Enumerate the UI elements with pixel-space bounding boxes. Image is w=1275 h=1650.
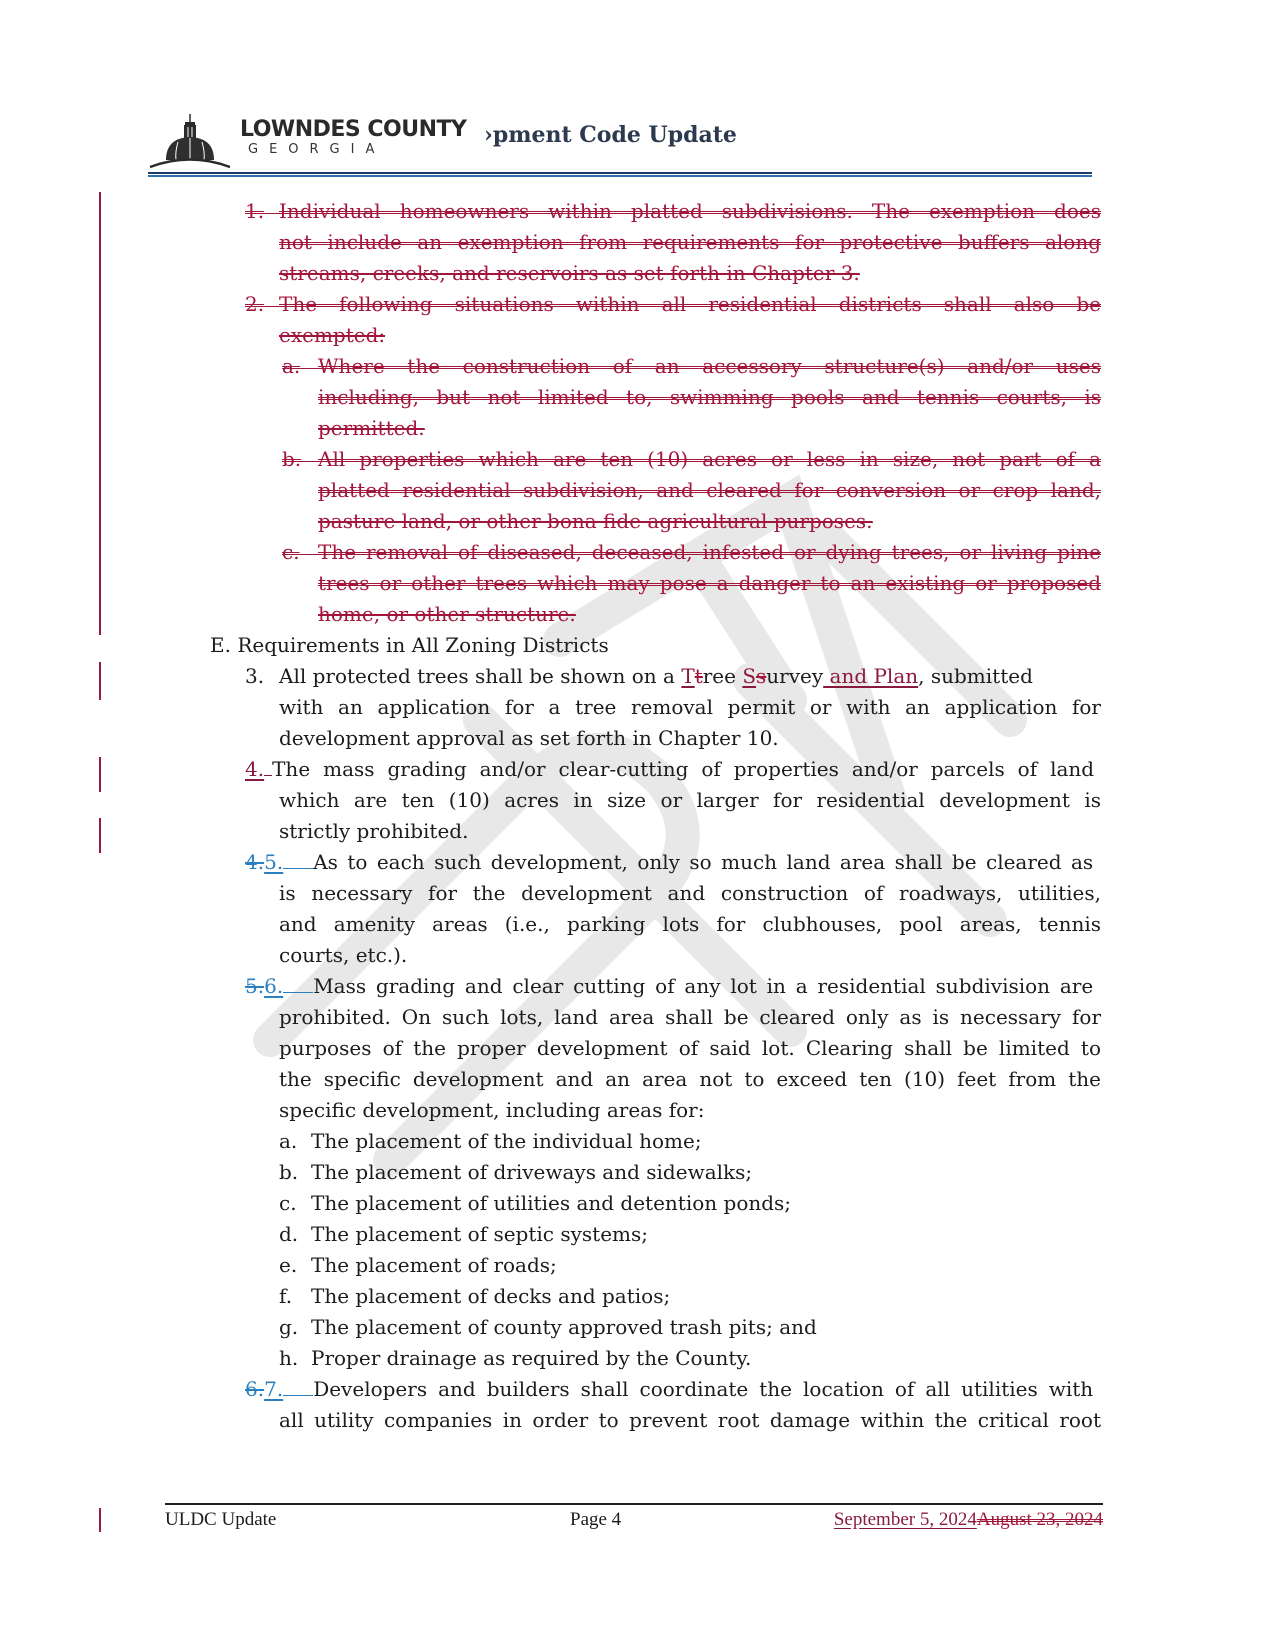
footer-date-inserted: September 5, 2024 xyxy=(833,1509,977,1530)
header-double-rule xyxy=(148,172,1092,177)
footer-document-name: ULDC Update xyxy=(165,1509,277,1530)
footer-date xyxy=(834,1509,1103,1531)
item-4-line: strictly prohibited. xyxy=(279,819,469,843)
deleted-subitem-b-line: b. All properties which are ten (10) acres or less in size, not part of a xyxy=(282,444,1101,475)
document-title: ›pment Code Update xyxy=(484,122,737,148)
deleted-item-1-line: streams, creeks, and reservoirs as set forth in Chapter 3. xyxy=(279,261,860,285)
item-3-line: with an application for a tree removal permit or with an application for xyxy=(279,695,1101,719)
deleted-item-1-line: not include an exemption from requirements for protective buffers along xyxy=(279,227,1101,258)
page-header xyxy=(148,108,1098,178)
capitol-dome-icon xyxy=(148,112,232,168)
deleted-subitem-a-line: including, but not limited to, swimming pools and tennis courts, is xyxy=(318,382,1101,413)
item-4-line: 4. The mass grading and/or clear-cutting of properties and/or parcels of land xyxy=(245,757,1095,781)
change-bar xyxy=(99,1508,101,1532)
item-5-line: and amenity areas (i.e., parking lots for clubhouses, pool areas, tennis xyxy=(279,912,1101,936)
item-6-line: purposes of the proper development of said lot. Clearing shall be limited to xyxy=(279,1036,1101,1060)
item-5-line: is necessary for the development and construction of roadways, utilities, xyxy=(279,881,1101,905)
deleted-subitem-b-line: platted residential subdivision, and cleared for conversion or crop land, xyxy=(318,475,1101,506)
item-6-line: the specific development and an area not to exceed ten (10) feet from the xyxy=(279,1067,1101,1091)
item-3-line: development approval as set forth in Chapter 10. xyxy=(279,726,779,750)
deleted-subitem-c-line: c. The removal of diseased, deceased, infested or dying trees, or living pine xyxy=(282,537,1101,568)
brand-name: LOWNDES COUNTY xyxy=(240,117,467,142)
list-item: a. The placement of the individual home; xyxy=(279,1129,702,1153)
list-item: f. The placement of decks and patios; xyxy=(279,1284,671,1308)
list-item: b. The placement of driveways and sidewalks; xyxy=(279,1160,753,1184)
item-6-line: 5.6. Mass grading and clear cutting of any lot in a residential subdivision are xyxy=(245,974,1094,998)
deleted-subitem-c-line: home, or other structure. xyxy=(318,602,576,626)
footer-rule xyxy=(165,1503,1103,1505)
deleted-subitem-a-line: permitted. xyxy=(318,416,425,440)
change-bar xyxy=(99,662,101,700)
deleted-item-2-line: 2. The following situations within all residential districts shall also be xyxy=(245,289,1101,320)
deleted-subitem-a-line: a. Where the construction of an accessory structure(s) and/or uses xyxy=(282,351,1101,382)
list-item: c. The placement of utilities and detention ponds; xyxy=(279,1191,792,1215)
footer-page-number: Page 4 xyxy=(570,1509,622,1530)
footer-date-deleted: August 23, 2024 xyxy=(976,1509,1103,1530)
brand-state: GEORGIA xyxy=(248,142,386,157)
item-7-line: 6.7. Developers and builders shall coordinate the location of all utilities with xyxy=(245,1377,1094,1401)
item-3-line: 3. All protected trees shall be shown on a Ttree Ssurvey and Plan, submitted xyxy=(245,664,1033,688)
item-4-line: which are ten (10) acres in size or larger for residential development is xyxy=(279,788,1101,812)
county-brand xyxy=(240,118,466,158)
change-bar xyxy=(99,818,101,853)
page-footer xyxy=(165,1509,1103,1535)
item-7-line: all utility companies in order to prevent root damage within the critical root xyxy=(279,1408,1101,1432)
item-6-line: prohibited. On such lots, land area shall be cleared only as is necessary for xyxy=(279,1005,1101,1029)
list-item: e. The placement of roads; xyxy=(279,1253,557,1277)
item-6-line: specific development, including areas for: xyxy=(279,1098,705,1122)
item-5-line: 4.5. As to each such development, only so much land area shall be cleared as xyxy=(245,850,1094,874)
list-item: h. Proper drainage as required by the County. xyxy=(279,1346,752,1370)
change-bar xyxy=(99,192,101,635)
item-5-line: courts, etc.). xyxy=(279,943,408,967)
deleted-item-2-line: exempted: xyxy=(279,323,386,347)
list-item: d. The placement of septic systems; xyxy=(279,1222,649,1246)
list-item: g. The placement of county approved trash pits; and xyxy=(279,1315,817,1339)
deleted-subitem-b-line: pasture land, or other bona fide agricultural purposes. xyxy=(318,509,873,533)
deleted-subitem-c-line: trees or other trees which may pose a danger to an existing or proposed xyxy=(318,568,1101,599)
section-e-heading: E. Requirements in All Zoning Districts xyxy=(210,633,609,657)
deleted-item-1-line: 1. Individual homeowners within platted subdivisions. The exemption does xyxy=(245,196,1101,227)
change-bar xyxy=(99,757,101,792)
